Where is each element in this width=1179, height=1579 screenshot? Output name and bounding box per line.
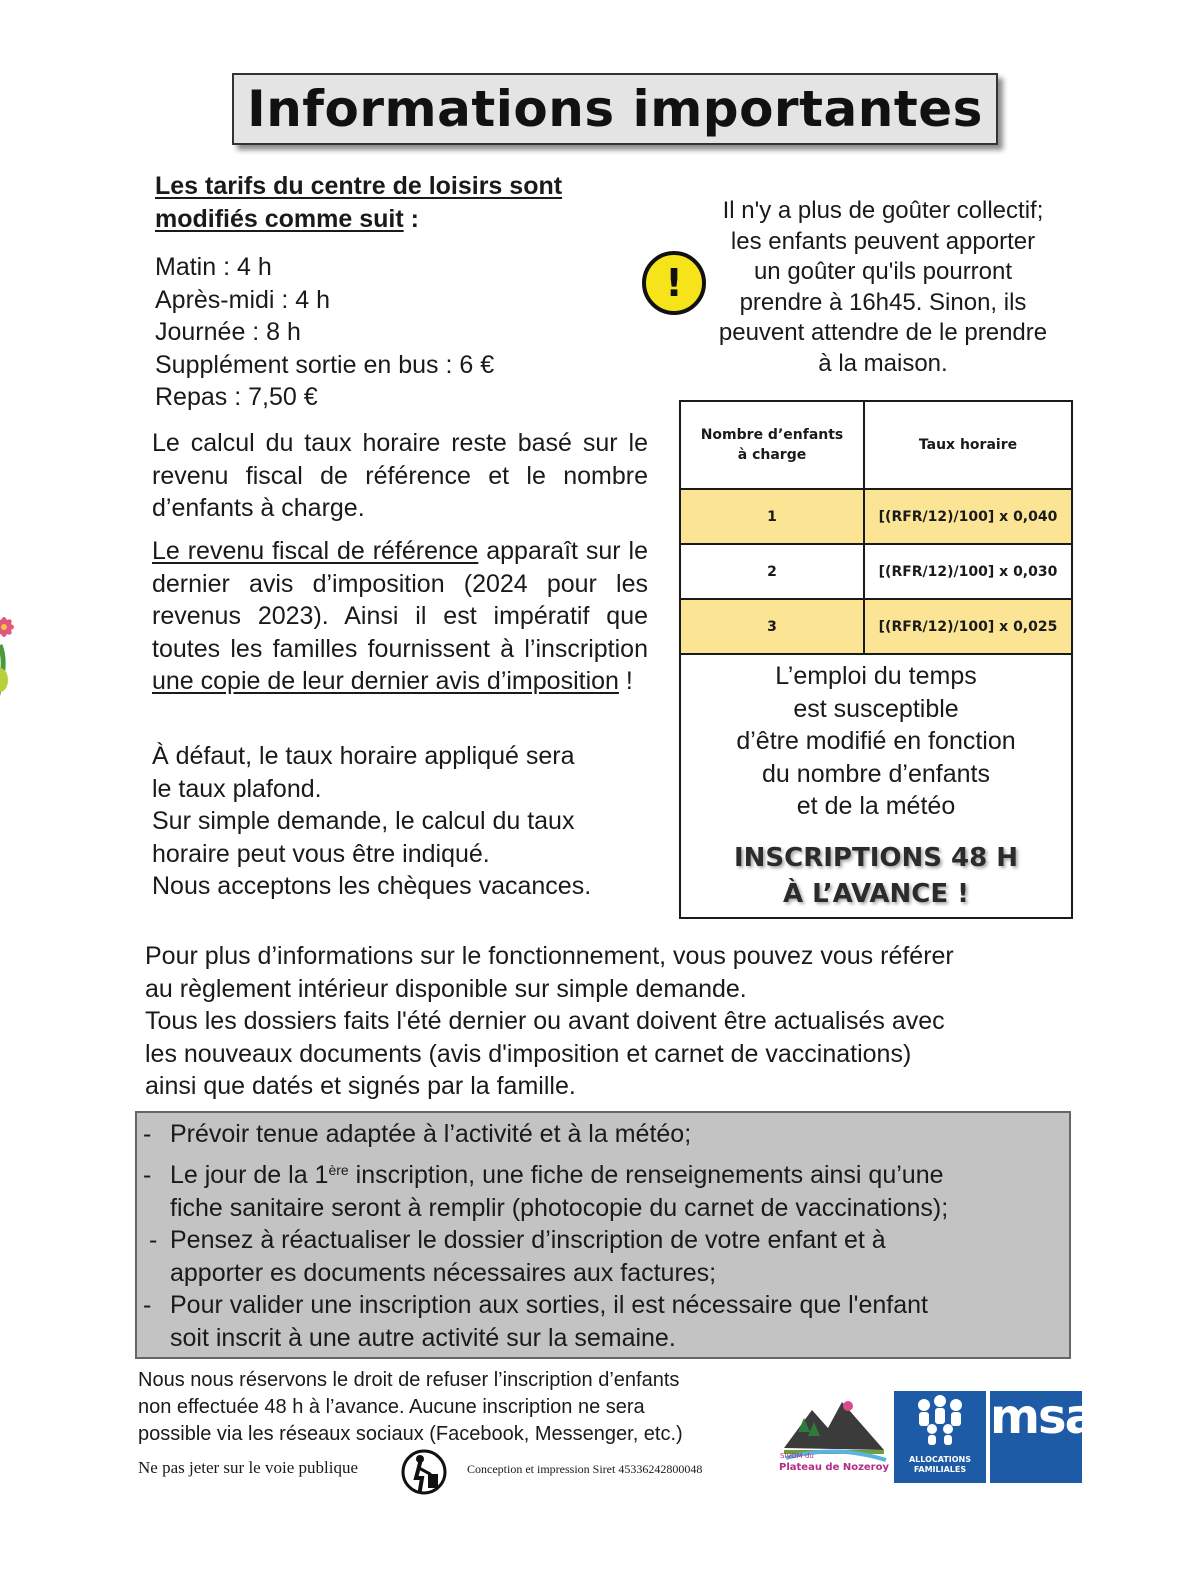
more-info-line: Pour plus d’informations sur le fonctionnement, vous pouvez vous référer (145, 942, 954, 970)
tarif-item: Repas : 7,50 € (155, 383, 318, 411)
children-cell: 1 (681, 489, 864, 544)
more-info-line: Tous les dossiers faits l'été dernier ou avant doivent être actualisés avec (145, 1007, 945, 1035)
reminder-item: - Pensez à réactualiser le dossier d’inscription de votre enfant et à apporter es documents nécessaires aux factures; (149, 1226, 886, 1287)
table-row (681, 544, 1071, 599)
header-children: Nombre d’enfants à charge (681, 402, 864, 489)
defaut-line: Sur simple demande, le calcul du taux (152, 807, 575, 835)
rate-cell: [(RFR/12)/100] x 0,025 (864, 599, 1071, 654)
gouter-line: Il n'y a plus de goûter collectif; (722, 197, 1044, 224)
gouter-line: prendre à 16h45. Sinon, ils (739, 288, 1027, 316)
inscriptions-notice (679, 840, 1073, 912)
sivom-small-text: SIVOM du (780, 1452, 814, 1460)
schedule-line: et de la météo (796, 792, 956, 820)
recycle-bin-icon (400, 1448, 450, 1496)
revenu-text: apparaît sur le dernier avis d’imposition (2024 pour les revenus 2023). Ainsi il est impératif que toutes les familles fournissent à l’inscription (152, 537, 648, 663)
schedule-line: d’être modifié en fonction (736, 727, 1016, 755)
schedule-notice (679, 660, 1073, 823)
more-info-line: au règlement intérieur disponible sur simple demande. (145, 974, 747, 1003)
inscriptions-line2: À L’AVANCE ! (783, 879, 969, 909)
header-rate: Taux horaire (864, 402, 1071, 489)
rates-header-row (681, 402, 1071, 489)
table-row (681, 599, 1071, 654)
revenu-tail: une copie de leur dernier avis d’imposition (152, 667, 619, 695)
caf-logo-text: ALLOCATIONS FAMILIALES (908, 1455, 972, 1474)
tarifs-heading-colon: : (403, 205, 419, 233)
rate-cell: [(RFR/12)/100] x 0,040 (864, 489, 1071, 544)
tarifs-heading (155, 170, 675, 236)
reserve-line: non effectuée 48 h à l’avance. Aucune inscription ne sera (138, 1396, 645, 1418)
defaut-line: À défaut, le taux horaire appliqué sera (152, 742, 575, 770)
revenu-paragraph (152, 535, 648, 698)
reminder-item: - Le jour de la 1ère inscription, une fiche de renseignements ainsi qu’une fiche sanitaire seront à remplir (photocopie du carnet de vaccinations); (143, 1161, 949, 1222)
tarifs-list (155, 251, 494, 414)
schedule-line: est susceptible (793, 694, 959, 723)
gouter-line: un goûter qu'ils pourront (753, 258, 1013, 285)
gouter-line: à la maison. (818, 349, 948, 377)
rate-cell: [(RFR/12)/100] x 0,030 (864, 544, 1071, 599)
reserve-line: Nous nous réservons le droit de refuser l’inscription d’enfants (138, 1369, 680, 1391)
tarifs-heading-line2: modifiés comme suit (155, 205, 404, 233)
more-info-paragraph (145, 940, 1080, 1103)
reminder-item: - Prévoir tenue adaptée à l’activité et à la météo; (143, 1120, 692, 1148)
rates-table (681, 402, 1071, 655)
defaut-line: Nous acceptons les chèques vacances. (152, 872, 592, 900)
tarif-item: Matin : 4 h (155, 253, 272, 281)
sivom-logo-text: Plateau de Nozeroy (779, 1462, 889, 1473)
gouter-line: peuvent attendre de le prendre (718, 319, 1048, 346)
more-info-line: les nouveaux documents (avis d'imposition et carnet de vaccinations) (145, 1039, 912, 1068)
children-cell: 3 (681, 599, 864, 654)
schedule-line: L’emploi du temps (775, 662, 977, 690)
reserve-paragraph (138, 1367, 770, 1448)
credits-text: Conception et impression Siret 45336242800048 (467, 1462, 703, 1476)
calcul-paragraph: Le calcul du taux horaire reste basé sur le revenu fiscal de référence et le nombre d’enfants à charge. (152, 429, 648, 522)
tarifs-heading-line1: Les tarifs du centre de loisirs sont (155, 172, 563, 200)
schedule-line: du nombre d’enfants (762, 759, 990, 788)
more-info-line: ainsi que datés et signés par la famille. (145, 1072, 576, 1100)
tarif-item: Journée : 8 h (155, 318, 301, 346)
reserve-line: possible via les réseaux sociaux (Facebook, Messenger, etc.) (138, 1423, 683, 1445)
tarif-item: Après-midi : 4 h (155, 285, 331, 314)
no-litter-text: Ne pas jeter sur le voie publique (138, 1458, 358, 1477)
msa-logo-text: msa (990, 1389, 1095, 1445)
caf-figures-icon (894, 1391, 986, 1451)
defaut-line: le taux plafond. (152, 774, 322, 803)
gouter-notice (690, 196, 1076, 379)
revenu-end: ! (618, 667, 633, 695)
defaut-paragraph (152, 740, 648, 903)
inscriptions-line1: INSCRIPTIONS 48 H (733, 843, 1019, 873)
children-cell: 2 (681, 544, 864, 599)
table-row (681, 489, 1071, 544)
page-title: Informations importantes (247, 80, 983, 138)
reminders-box (135, 1111, 1071, 1359)
tarif-item: Supplément sortie en bus : 6 € (155, 350, 495, 379)
reminder-item: - Pour valider une inscription aux sorties, il est nécessaire que l'enfant soit inscrit à une autre activité sur la semaine. (143, 1291, 928, 1352)
flower-decoration-icon (0, 605, 22, 705)
defaut-line: horaire peut vous être indiqué. (152, 839, 490, 868)
revenu-lead: Le revenu fiscal de référence (152, 537, 479, 565)
gouter-line: les enfants peuvent apporter (730, 227, 1036, 255)
title-banner (232, 73, 998, 145)
warning-glyph: ! (665, 261, 683, 305)
